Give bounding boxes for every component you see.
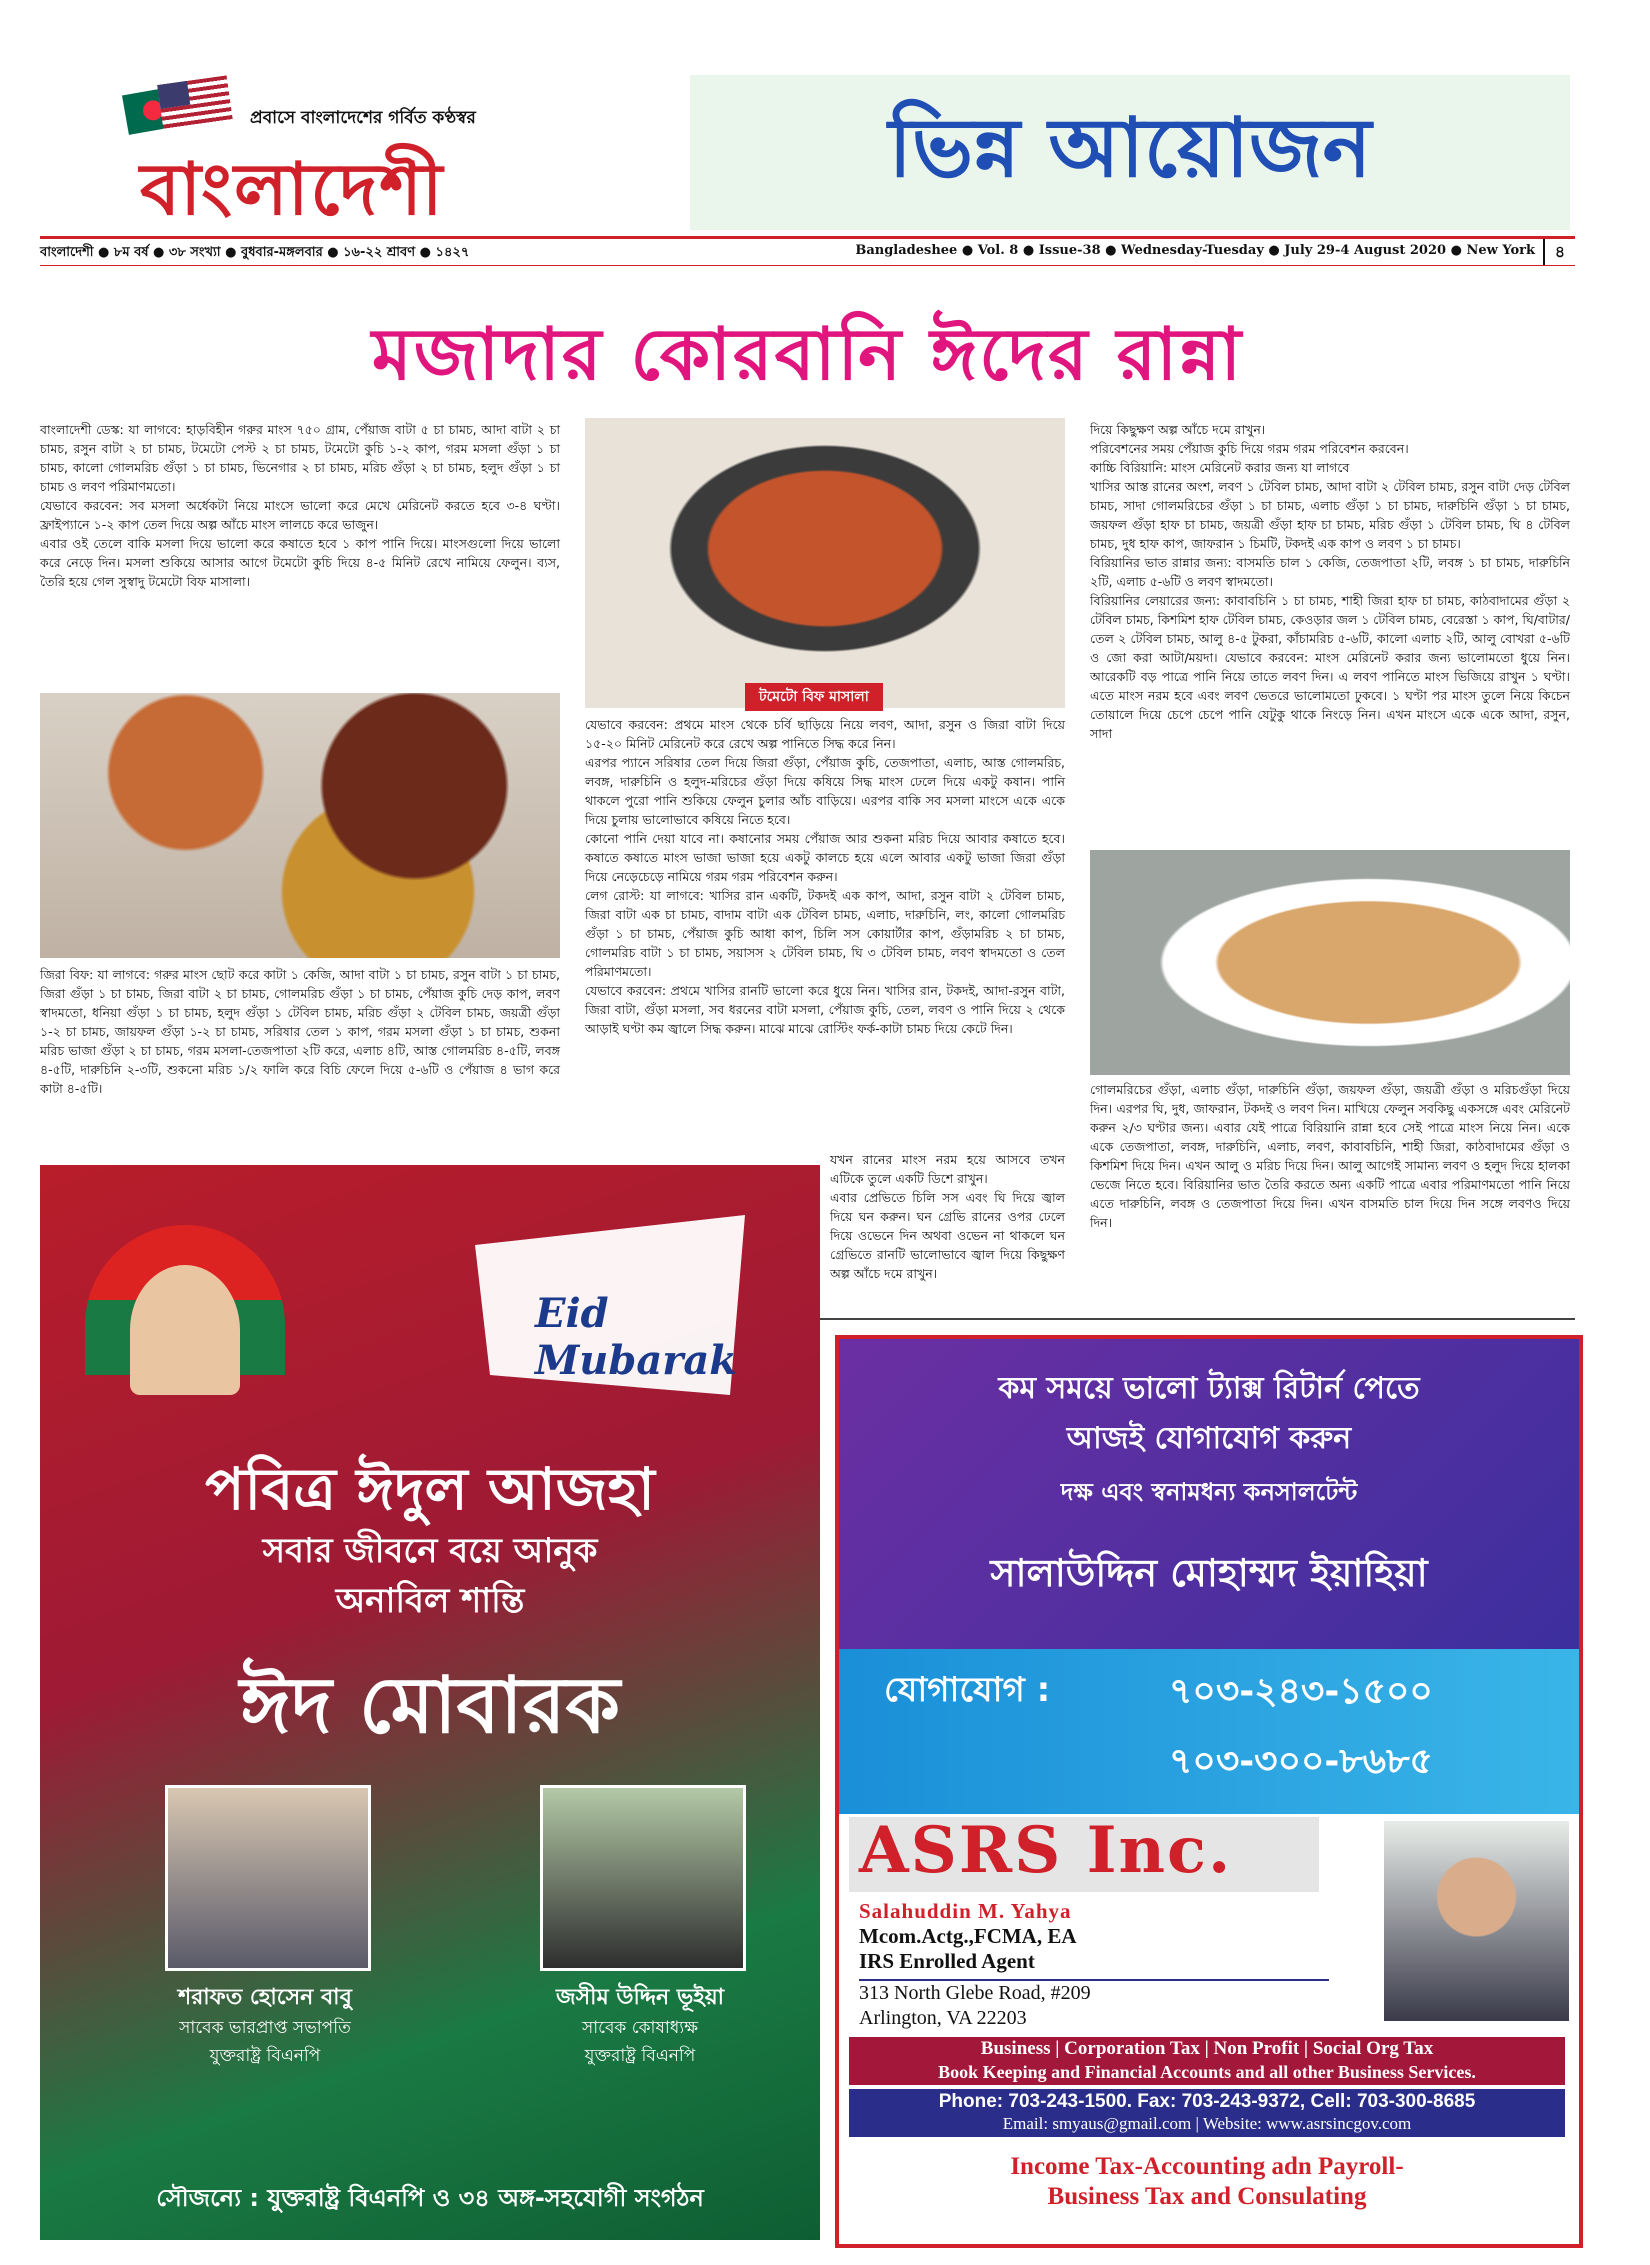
divider (859, 1979, 1329, 1981)
income-line-1: Income Tax-Accounting adn Payroll- (1010, 2153, 1404, 2180)
agent-photo (1384, 1821, 1569, 2021)
flags-emblem (120, 75, 240, 135)
paragraph: পরিবেশনের সময় পেঁয়াজ কুচি দিয়ে গরম গরম পরিবেশন করবেন। (1090, 441, 1409, 456)
section-banner (690, 75, 1570, 230)
issue-info-english: Bangladeshee ● Vol. 8 ● Issue-38 ● Wednesday-Tuesday ● July 29-4 August 2020 ● New York (855, 243, 1535, 258)
paragraph: যখন রানের মাংস নরম হয়ে আসবে তখন এটিকে তুলে একটি ডিশে রাখুন। (830, 1152, 1065, 1186)
paragraph: বিরিয়ানির ভাত রান্নার জন্য: বাসমতি চাল ১ কেজি, তেজপাতা ২টি, লবঙ্গ ১ চা চামচ, দারুচিনি ২টি, এলাচ ৫-৬টি ও লবণ স্বাদমতো। (1090, 555, 1570, 589)
paragraph: যেভাবে করবেন: প্রথমে মাংস থেকে চর্বি ছাড়িয়ে নিয়ে লবণ, আদা, রসুন ও জিরা বাটা দিয়ে ১৫-২০ মিনিট মেরিনেট করে রেখে অল্প পানিতে সিদ্ধ করে নিন। (585, 717, 1065, 751)
services-line-2: Book Keeping and Financial Accounts and all other Business Services. (938, 2062, 1476, 2082)
contact-phone-2: ৭০৩-৩০০-৮৬৮৫ (1169, 1741, 1433, 1782)
paragraph: যেভাবে করবেন: সব মসলা অর্ধেকটা নিয়ে মাংসে ভালো করে মেখে মেরিনেট করতে হবে ৩-৪ ঘণ্টা। ফ্রাইপ্যানে ১-২ কাপ তেল দিয়ে অল্প আঁচে মাংস লালচে করে ভাজুন। (40, 498, 560, 532)
person-1-role: সাবেক ভারপ্রাপ্ত সভাপতি (179, 2018, 351, 2038)
services-banner (849, 2037, 1565, 2085)
agent-title: IRS Enrolled Agent (859, 1949, 1035, 1973)
eid-message-line-2: অনাবিল শান্তি (335, 1581, 525, 1621)
person-1-name: শরাফত হোসেন বাবু (178, 1985, 352, 2010)
tax-ad-contact (839, 1649, 1579, 1814)
paragraph: যেভাবে করবেন: প্রথমে খাসির রানটি ভালো করে ধুয়ে নিন। খাসির রান, টকদই, আদা-রসুন বাটা, জিরা বাটা, গুঁড়া মসলা, সব ধরনের বাটা মসলা, পেঁয়াজ কুচি, তেল, লবণ ও পানি দিয়ে ২ থেকে আড়াই ঘণ্টা কম জ্বালে সিদ্ধ করুন। মাঝে মাঝে রোস্টিং ফর্ক-কাটা চামচ দিয়ে কেটে দিন। (585, 983, 1065, 1036)
article-column-2 (585, 715, 1065, 1038)
jira-beef-photo (40, 693, 560, 958)
eid-ad-courtesy: সৌজন্যে : যুক্তরাষ্ট্র বিএনপি ও ৩৪ অঙ্গ-সহযোগী সংগঠন (156, 2184, 704, 2212)
us-flag-icon (157, 75, 233, 129)
issue-info-bengali: বাংলাদেশী ● ৮ম বর্ষ ● ৩৮ সংখ্যা ● বুধবার-মঙ্গলবার ● ১৬-২২ শ্রাবণ ● ১৪২৭ (40, 245, 470, 260)
person-2-name: জসীম উদ্দিন ভূইয়া (555, 1985, 725, 2010)
paragraph: বাংলাদেশী ডেস্ক: যা লাগবে: হাড়বিহীন গরুর মাংস ৭৫০ গ্রাম, পেঁয়াজ বাটা ৫ চা চামচ, আদা বাটা ২ চা চামচ, রসুন বাটা ২ চা চামচ, টমেটো পেস্ট ২ চা চামচ, টমেটো কুচি ১-২ কাপ, গরম মসলা গুঁড়া ১ চা চামচ, কালো গোলমরিচ গুঁড়া ১ চা চামচ, ভিনেগার ২ চা চামচ, মরিচ গুঁড়া ২ চা চামচ, হলুদ গুঁড়া ১ চা চামচ ও লবণ পরিমাণমতো। (40, 422, 560, 494)
contact-label: যোগাযোগ : (884, 1670, 1051, 1710)
headline: মজাদার কোরবানি ঈদের রান্না (371, 312, 1244, 396)
paragraph: কোনো পানি দেয়া যাবে না। কষানোর সময় পেঁয়াজ আর শুকনা মরিচ দিয়ে আবার কষাতে হবে। কষাতে কষাতে মাংস ভাজা ভাজা হয়ে একটু কালচে হয়ে এলে আবার একটু ভাজা জিরা গুঁড়া দিয়ে নেড়েচেড়ে নামিয়ে গরম গরম পরিবেশন করুন। (585, 831, 1065, 884)
address-line-2: Arlington, VA 22203 (859, 2007, 1027, 2029)
paragraph: এরপর প্যানে সরিষার তেল দিয়ে জিরা গুঁড়া, পেঁয়াজ কুচি, তেজপাতা, এলাচ, আস্ত গোলমরিচ, লবঙ্গ, দারুচিনি ও হলুদ-মরিচের গুঁড়া দিয়ে কষিয়ে সিদ্ধ মাংস ঢেলে দিয়ে একটু কষান। পানি থাকলে পুরো পানি শুকিয়ে ফেলুন চুলার আঁচ বাড়িয়ে। এরপর বাকি সব মসলা মাংসে একে একে দিয়ে চুলায় ভালোভাবে কষিয়ে নিতে হবে। (585, 755, 1065, 827)
brand-name: বাংলাদেশী (140, 147, 445, 231)
photo-caption: টমেটো বিফ মাসালা (745, 683, 883, 711)
masthead-logo (120, 75, 640, 235)
tax-ad-header (839, 1339, 1579, 1649)
eid-mubarak-logo: Eid Mubarak (535, 1290, 737, 1384)
tax-ad-line-1: কম সময়ে ভালো ট্যাক্স রিটার্ন পেতে (998, 1371, 1420, 1406)
paragraph: লেগ রোস্ট: যা লাগবে: খাসির রান একটি, টকদই এক কাপ, আদা, রসুন বাটা ২ টেবিল চামচ, জিরা বাটা এক চা চামচ, বাদাম বাটা এক টেবিল চামচ, এলাচ, দারুচিনি, লং, কালো গোলমরিচ গুঁড়া ১ চা চামচ, পেঁয়াজ কুচি আধা কাপ, চিলি সস কোয়ার্টার কাপ, গুঁড়ামরিচ ২ চা চামচ, গোলমরিচ বাটা ১ চা চামচ, সয়াসস ২ টেবিল চামচ, ঘি ৩ টেবিল চামচ, লবণ স্বাদমতো ও তেল পরিমাণমতো। (585, 888, 1065, 979)
paragraph: এবার প্রেভিতে চিলি সস এবং ঘি দিয়ে জ্বাল দিয়ে ঘন করুন। ঘন গ্রেভি রানের ওপর ঢেলে দিয়ে ওভেনে দিন অথবা ওভেন না থাকলে ঘন গ্রেভিতে রানটি ভালোভাবে জ্বাল দিয়ে কিছুক্ষণ অল্প আঁচে দমে রাখুন। (830, 1190, 1065, 1281)
person-2-role: সাবেক কোষাধ্যক্ষ (581, 2018, 698, 2038)
article-column-1 (40, 420, 560, 591)
income-line-2: Business Tax and Consulating (1047, 2183, 1367, 2210)
tomato-beef-photo (585, 418, 1065, 708)
person-1-org: যুক্তরাষ্ট্র বিএনপি (209, 2046, 321, 2066)
consultant-name-bengali: সালাউদ্দিন মোহাম্মদ ইয়াহিয়া (990, 1551, 1428, 1595)
paragraph: বিরিয়ানির লেয়ারের জন্য: কাবাবচিনি ১ চা চামচ, শাহী জিরা হাফ চা চামচ, কাঠবাদামের গুঁড়া ২ টেবিল চামচ, কিশমিশ হাফ টেবিল চামচ, কেওড়ার জল ১ টেবিল চামচ, বেরেস্তা ১ কাপ, ঘি/বাটার/তেল ২ টেবিল চামচ, আলু ৪-৫ টুকরা, কাঁচামরিচ ৫-৬টি, কালো এলাচ ২টি, আলু বোখরা ৫-৬টি ও জো করা আটা/ময়দা। যেভাবে করবেন: মাংস মেরিনেট করার জন্য ভালোমতো ধুয়ে নিন। আরেকটি বড় পাত্রে পানি নিয়ে তাতে লবণ দিন। এ লবণ পানিতে মাংস ভিজিয়ে রাখুন ১ ঘণ্টা। এতে মাংস নরম হবে এবং লবণ ভেতরে ভালোমতো ঢুকবে। ১ ঘণ্টা পর মাংস তুলে নিয়ে কিচেন তোয়ালে দিয়ে চেপে চেপে পানি যেটুকু থাকে নিংড়ে নিন। এখন মাংসে একে একে আদা, রসুন, সাদা (1090, 593, 1571, 741)
eid-title: পবিত্র ঈদুল আজহা (205, 1455, 655, 1523)
address-line-1: 313 North Glebe Road, #209 (859, 1982, 1091, 2004)
tax-ad-line-2: আজই যোগাযোগ করুন (1066, 1421, 1352, 1456)
contact-bar (849, 2089, 1565, 2137)
article-column-3-lower (1090, 1080, 1570, 1232)
paragraph: খাসির আস্ত রানের অংশ, লবণ ১ টেবিল চামচ, আদা বাটা ২ টেবিল চামচ, রসুন বাটা দেড় টেবিল চামচ, সাদা গোলমরিচের গুঁড়া ১ চা চামচ, এলাচ গুঁড়া ১ চা চামচ, দারুচিনি গুঁড়া ১ চা চামচ, জয়ফল গুঁড়া হাফ চা চামচ, জয়ত্রী গুঁড়া হাফ চা চামচ, মরিচ গুঁড়া ১ টেবিল চামচ, ঘি ৪ টেবিল চামচ, দুধ হাফ কাপ, জাফরান ১ চিমটি, টকদই এক কাপ ও লবণ ১ চা চামচ। (1090, 479, 1570, 551)
article-column-1-lower (40, 965, 560, 1098)
company-logo-box (849, 1813, 1319, 1892)
issue-info-bar (40, 236, 1575, 266)
tax-ad-line-3: দক্ষ এবং স্বনামধন্য কনসালটেন্ট (1060, 1478, 1358, 1506)
page-number: ৪ (1543, 239, 1575, 265)
agent-name: Salahuddin M. Yahya (859, 1899, 1072, 1923)
eid-message-line-1: সবার জীবনে বয়ে আনুক (262, 1531, 598, 1571)
article-column-2-lower (830, 1150, 1065, 1283)
person-2-photo (540, 1785, 746, 1971)
leaders-portrait (130, 1265, 240, 1395)
paragraph: গোলমরিচের গুঁড়া, এলাচ গুঁড়া, দারুচিনি গুঁড়া, জয়ফল গুঁড়া, জয়ত্রী গুঁড়া ও মরিচগুঁড়া দিয়ে দিন। এরপর ঘি, দুধ, জাফরান, টকদই ও লবণ দিন। মাখিয়ে ফেলুন সবকিছু একসঙ্গে এবং মেরিনেট করুন ২/৩ ঘণ্টার জন্য। এবার যেই পাত্রে বিরিয়ানি রান্না হবে সেই পাত্রে মাংস নিয়ে নিন। একে একে তেজপাতা, লবঙ্গ, দারুচিনি, এলাচ, লবণ, কাবাবচিনি, শাহী জিরা, কাঠবাদামের গুঁড়া ও কিশমিশ দিয়ে দিন। এখন আলু ও মরিচ দিয়ে দিন। আলু আগেই সামান্য লবণ ও হলুদ দিয়ে হালকা ভেজে নিতে হবে। বিরিয়ানির ভাত তৈরি করতে অন্য একটি পাত্রে এবার পরিমাণমতো পানি নিয়ে এতে দারুচিনি, লবঙ্গ ও তেজপাতা দিয়ে দিন। এখন বাসমতি চাল দিয়ে দিন সঙ্গে লবণও দিয়ে দিন। (1090, 1082, 1570, 1230)
contact-phone-1: ৭০৩-২৪৩-১৫০০ (1169, 1671, 1433, 1712)
tagline: প্রবাসে বাংলাদেশের গর্বিত কণ্ঠস্বর (250, 108, 476, 128)
section-title: ভিন্ন আয়োজন (888, 101, 1372, 196)
services-line-1: Business | Corporation Tax | Non Profit | Social Org Tax (980, 2038, 1434, 2059)
paragraph: দিয়ে কিছুক্ষণ অল্প আঁচে দমে রাখুন। (1090, 422, 1266, 437)
tax-service-ad (835, 1335, 1583, 2248)
income-tax-tagline (849, 2144, 1565, 2232)
paragraph: এবার ওই তেলে বাকি মসলা দিয়ে ভালো করে কষাতে হবে ১ কাপ পানি দিয়ে। মাংসগুলো দিয়ে ভালো করে নেড়ে দিন। মসলা শুকিয়ে আসার আগে টমেটো কুচি দিয়ে ৪-৫ মিনিট রেখে নামিয়ে ফেলুন। ব্যস, তৈরি হয়ে গেল সুস্বাদু টমেটো বিফ মাসালা। (40, 536, 560, 589)
agent-degrees: Mcom.Actg.,FCMA, EA (859, 1924, 1077, 1948)
eid-greeting-ad (40, 1165, 820, 2240)
article-column-3 (1090, 420, 1570, 743)
company-name: ASRS Inc. (859, 1813, 1233, 1888)
email-website: Email: smyaus@gmail.com | Website: www.asrsincgov.com (1002, 2114, 1412, 2133)
paragraph: কাচ্চি বিরিয়ানি: মাংস মেরিনেট করার জন্য যা লাগবে (1090, 460, 1350, 475)
biryani-photo (1090, 850, 1570, 1075)
person-1-photo (165, 1785, 371, 1971)
eid-mubarak-text: ঈদ মোবারক (239, 1661, 621, 1751)
phone-fax-cell: Phone: 703-243-1500. Fax: 703-243-9372, Cell: 703-300-8685 (938, 2091, 1476, 2112)
person-2-org: যুক্তরাষ্ট্র বিএনপি (584, 2046, 696, 2066)
paragraph: জিরা বিফ: যা লাগবে: গরুর মাংস ছোট করে কাটা ১ কেজি, আদা বাটা ১ চা চামচ, রসুন বাটা ১ চা চামচ, জিরা গুঁড়া ১ চা চামচ, জিরা বাটা ২ চা চামচ, গোলমরিচ গুঁড়া ১ চা চামচ, পেঁয়াজ কুচি দেড় কাপ, লবণ স্বাদমতো, ধনিয়া গুঁড়া ১ চা চামচ, হলুদ গুঁড়া ১ টেবিল চামচ, মরিচ গুঁড়া ২ টেবিল চামচ, জয়ত্রী গুঁড়া ১-২ চা চামচ, জায়ফল গুঁড়া ১-২ চা চামচ, সরিষার তেল ১ কাপ, গরম মসলা গুঁড়া ১ চা চামচ, শুকনা মরিচ ভাজা গুঁড়া ২ চা চামচ, গরম মসলা-তেজপাতা ২টি করে, এলাচ ৪টি, আস্ত গোলমরিচ ৪-৫টি, লবঙ্গ ৪-৫টি, দারুচিনি ২-৩টি, শুকনো মরিচ ১/২ ফালি করে বিচি ফেলে দিয়ে ৫-৬টি ও পেঁয়াজ ৪ ভাগ করে কাটা ৪-৫টি। (40, 967, 560, 1096)
